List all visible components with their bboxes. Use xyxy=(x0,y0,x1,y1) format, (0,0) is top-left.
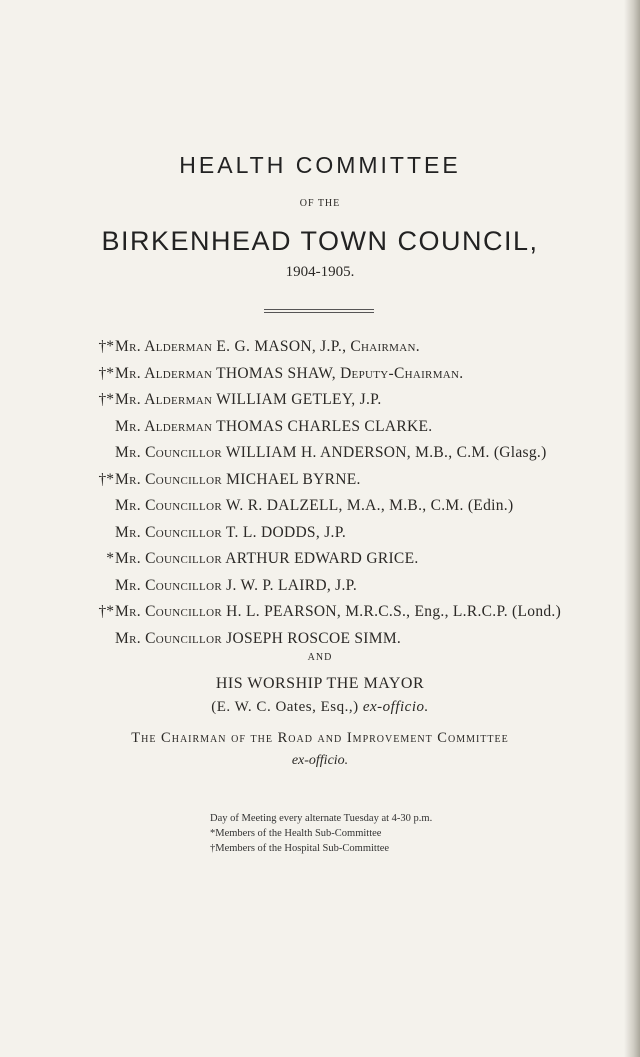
ex-officio-label: ex-officio. xyxy=(291,753,349,768)
member-name: JOSEPH ROSCOE SIMM. xyxy=(226,629,402,647)
mayor-name: (E. W. C. Oates, Esq.,) xyxy=(211,699,363,715)
member-name: ARTHUR EDWARD GRICE. xyxy=(225,550,419,567)
member-title: Mr. Councillor xyxy=(115,550,222,567)
member-name: J. W. P. LAIRD, J.P. xyxy=(226,576,358,594)
member-role: Chairman. xyxy=(350,338,420,355)
mayor-ex-officio: ex-officio. xyxy=(362,699,429,715)
member-title: Mr. Alderman xyxy=(115,417,213,435)
member-title: Mr. Councillor xyxy=(115,603,222,620)
member-title: Mr. Alderman xyxy=(115,364,213,382)
member-mark: †* xyxy=(98,338,114,355)
member-name: WILLIAM H. ANDERSON, M.B., C.M. (Glasg.) xyxy=(225,444,547,461)
page-edge-shadow xyxy=(624,0,640,1057)
committee-title: HEALTH COMMITTEE xyxy=(179,152,461,178)
member-title: Mr. Councillor xyxy=(115,523,222,541)
member-title: Mr. Councillor xyxy=(115,629,222,647)
member-title: Mr. Councillor xyxy=(115,470,222,488)
member-title: Mr. Councillor xyxy=(115,444,222,461)
member-row xyxy=(0,524,640,551)
footnotes xyxy=(210,811,510,856)
of-the-label: OF THE xyxy=(299,198,341,209)
years-label: 1904-1905. xyxy=(285,264,355,280)
member-name: H. L. PEARSON, M.R.C.S., Eng., L.R.C.P. (Lond.) xyxy=(226,603,562,620)
member-title: Mr. Councillor xyxy=(115,497,222,514)
member-mark: * xyxy=(106,550,114,567)
member-row xyxy=(0,391,640,418)
chairman-line: The Chairman of the Road and Improvement Committee xyxy=(131,730,509,746)
member-list xyxy=(0,338,640,656)
member-row xyxy=(0,418,640,445)
member-mark: †* xyxy=(98,364,114,382)
mayor-name-line xyxy=(0,699,640,716)
divider-rule xyxy=(264,309,374,310)
member-name: THOMAS CHARLES CLARKE. xyxy=(216,417,433,435)
member-title: Mr. Alderman xyxy=(115,338,213,355)
mayor-line: HIS WORSHIP THE MAYOR xyxy=(215,675,425,692)
member-mark: †* xyxy=(98,603,114,620)
divider-rule xyxy=(264,312,374,313)
member-row xyxy=(0,338,640,365)
member-name: WILLIAM GETLEY, J.P. xyxy=(216,391,382,408)
member-role: Deputy-Chairman. xyxy=(340,364,464,382)
member-name: T. L. DODDS, J.P. xyxy=(225,523,347,541)
member-mark: †* xyxy=(98,391,114,408)
member-title: Mr. Councillor xyxy=(115,576,222,594)
member-title: Mr. Alderman xyxy=(115,391,213,408)
member-mark: †* xyxy=(98,470,114,488)
and-label: AND xyxy=(307,652,333,663)
member-row xyxy=(0,577,640,604)
footnote-meeting: Day of Meeting every alternate Tuesday at 4-30 p.m. xyxy=(210,813,433,824)
member-row xyxy=(0,365,640,392)
member-row xyxy=(0,497,640,524)
council-title: BIRKENHEAD TOWN COUNCIL, xyxy=(101,226,539,256)
member-row xyxy=(0,471,640,498)
member-row xyxy=(0,603,640,630)
footnote-health: *Members of the Health Sub-Committee xyxy=(210,828,382,839)
member-name: THOMAS SHAW, xyxy=(216,364,341,382)
member-row xyxy=(0,444,640,471)
footnote-hospital: †Members of the Hospital Sub-Committee xyxy=(210,843,390,854)
member-name: W. R. DALZELL, M.A., M.B., C.M. (Edin.) xyxy=(225,497,514,514)
member-name: E. G. MASON, J.P., xyxy=(216,338,351,355)
member-name: MICHAEL BYRNE. xyxy=(226,470,361,488)
member-row xyxy=(0,550,640,577)
